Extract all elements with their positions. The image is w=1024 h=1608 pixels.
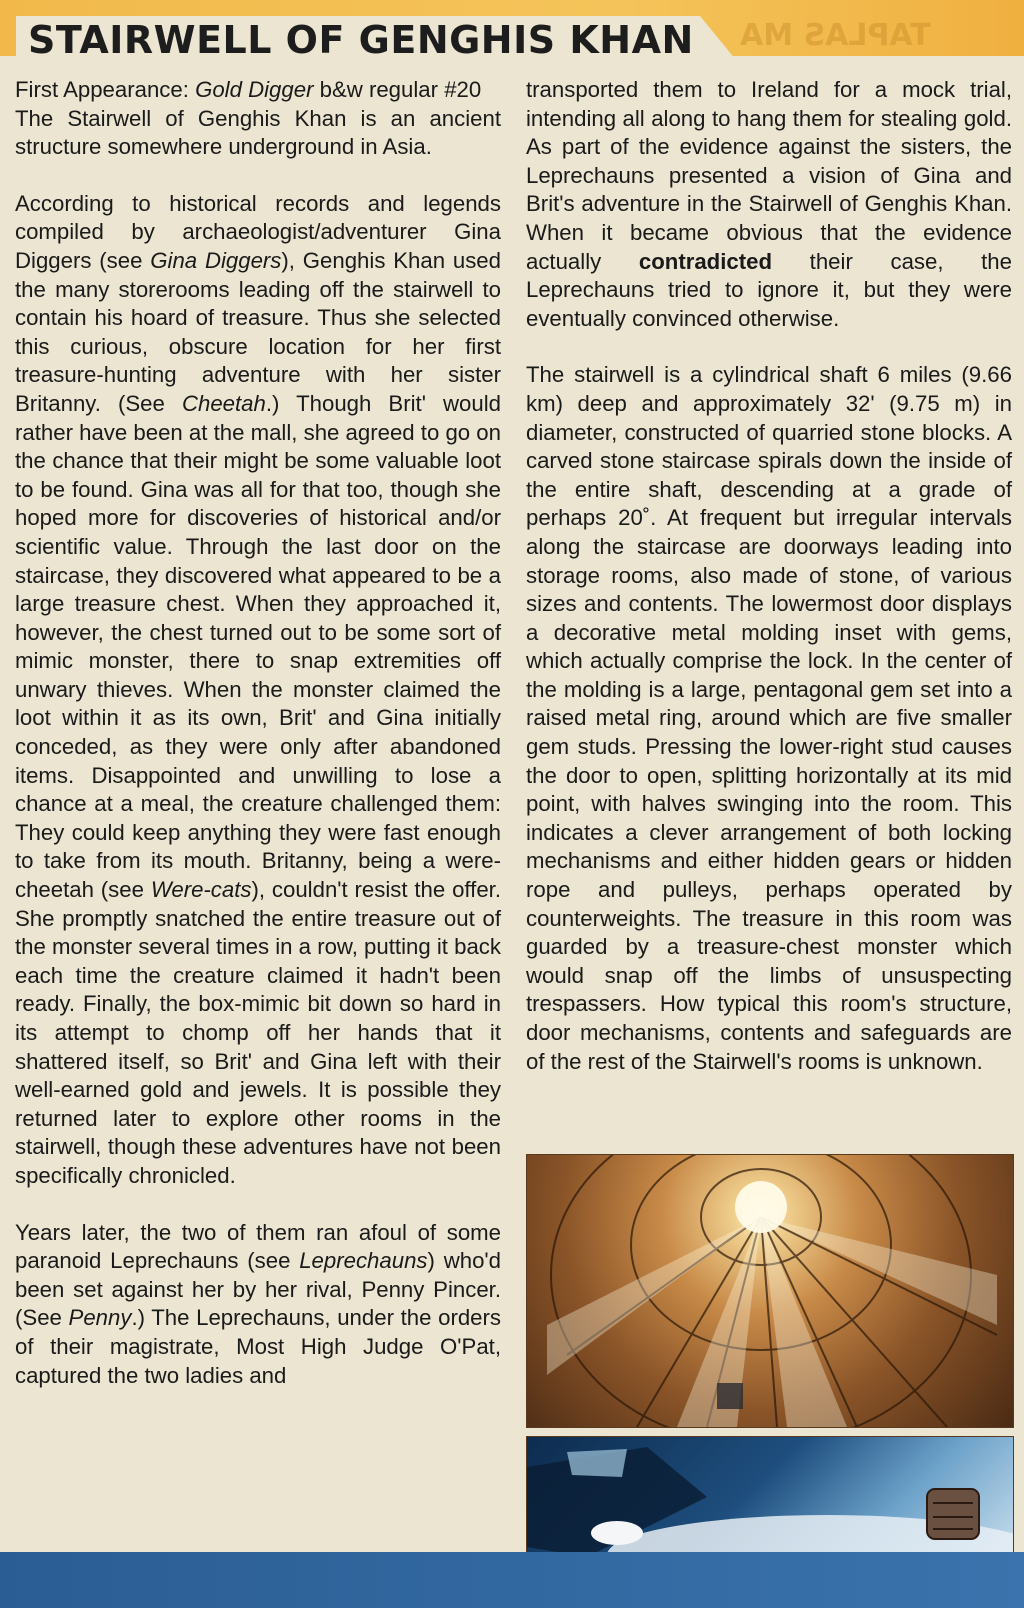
description-paragraph: The stairwell is a cylindrical shaft 6 miles (9.66 km) deep and approximately 32' (9.75 m) in diameter, constructed of quarried stone blocks. A carved stone staircase spirals down the inside of the entire shaft, descending at a grade of perhaps 20˚. At frequent but irregular intervals along the staircase are doorways leading into storage rooms, also made of stone, of various sizes and contents. The lowermost door displays a decorative metal molding inset with gems, which actually comprise the lock. In the center of the molding is a large, pentagonal gem set into a raised metal ring, around which are five smaller gem studs. Pressing the lower-right stud causes the door to open, splitting horizontally at its mid point, with halves swinging into the room. This indicates a clever arrangement of both locking mechanisms and either hidden gears or hidden rope and pulleys, perhaps operated by counterweights. The treasure in this room was guarded by a treasure-chest monster which would snap off the limbs of unsuspecting trespassers. How typical this room's structure, door mechanisms, contents and safeguards are of the rest of the Stairwell's rooms is unknown. [526, 362, 1012, 1074]
left-column [15, 76, 501, 1418]
ref-leprechauns: Leprechauns [299, 1248, 428, 1274]
ref-cheetah: Cheetah [181, 390, 266, 416]
ref-penny: Penny [68, 1305, 132, 1331]
series-title: Gold Digger [195, 77, 314, 102]
ref-gina-diggers: Gina Diggers [150, 247, 282, 273]
right-column [526, 76, 1012, 1104]
ref-were-cats: Were-cats [150, 877, 252, 903]
stairwell-illustration [526, 1154, 1014, 1428]
intro-paragraph: The Stairwell of Genghis Khan is an ancient structure somewhere underground in Asia. [15, 105, 501, 160]
trial-paragraph: transported them to Ireland for a mock trial, intending all along to hang them for stealing gold. As part of the evidence against the sisters, the Leprechauns presented a vision of Gina and Brit's adventure in the Stairwell of Genghis Khan. When it became obvious that the evidence actually contradicted their case, the Leprechauns tried to ignore it, but they were eventually convinced otherwise. [526, 77, 1012, 331]
treasure-room-art [527, 1437, 1013, 1571]
bleed-through-text: TAPLAS MA [740, 18, 931, 53]
page-title: STAIRWELL OF GENGHIS KHAN [28, 18, 694, 62]
history-paragraph: According to historical records and legends compiled by archaeologist/adventurer Gina Diggers (see Gina Diggers), Genghis Khan used the many storerooms leading off the stairwell to contain his hoard of treasure. Thus she selected this curious, obscure location for her first treasure-hunting adventure with her sister Britanny. (See Cheetah.) Though Brit' would rather have been at the mall, she agreed to go on the chance that their might be some valuable loot to be found. Gina was all for that too, though she hoped more for discoveries of historical and/or scientific value. Through the last door on the staircase, they discovered what appeared to be a large treasure chest. When they approached it, however, the chest turned out to be some sort of mimic monster, there to snap extremities off unwary thieves. When the monster claimed the loot within it as its own, Brit' and Gina initially conceded, as they were only after abandoned items. Disappointed and unwilling to lose a chance at a meal, the creature challenged them: They could keep anything they were fast enough to take from its mouth. Britanny, being a were-cheetah (see Were-cats), couldn't resist the offer. She promptly snatched the entire treasure out of the monster several times in a row, putting it back each time the creature claimed it hadn't been ready. Finally, the box-mimic bit down so hard in its attempt to chomp off her hands that it shattered itself, so Brit' and Gina left with their well-earned gold and jewels. It is possible they returned later to explore other rooms in the stairwell, though these adventures have not been specifically chronicled. [15, 190, 502, 1188]
first-appearance-paragraph: First Appearance: Gold Digger b&w regular #20 [15, 77, 482, 102]
leprechaun-paragraph: Years later, the two of them ran afoul of some paranoid Leprechauns (see Leprechauns) who'd been set against her by her rival, Penny Pincer. (See Penny.) The Leprechauns, under the orders of their magistrate, Most High Judge O'Pat, captured the two ladies and [15, 1219, 501, 1388]
stairwell-art [527, 1155, 1013, 1427]
footer-band [0, 1552, 1024, 1608]
emphasis-contradicted: contradicted [638, 248, 773, 274]
